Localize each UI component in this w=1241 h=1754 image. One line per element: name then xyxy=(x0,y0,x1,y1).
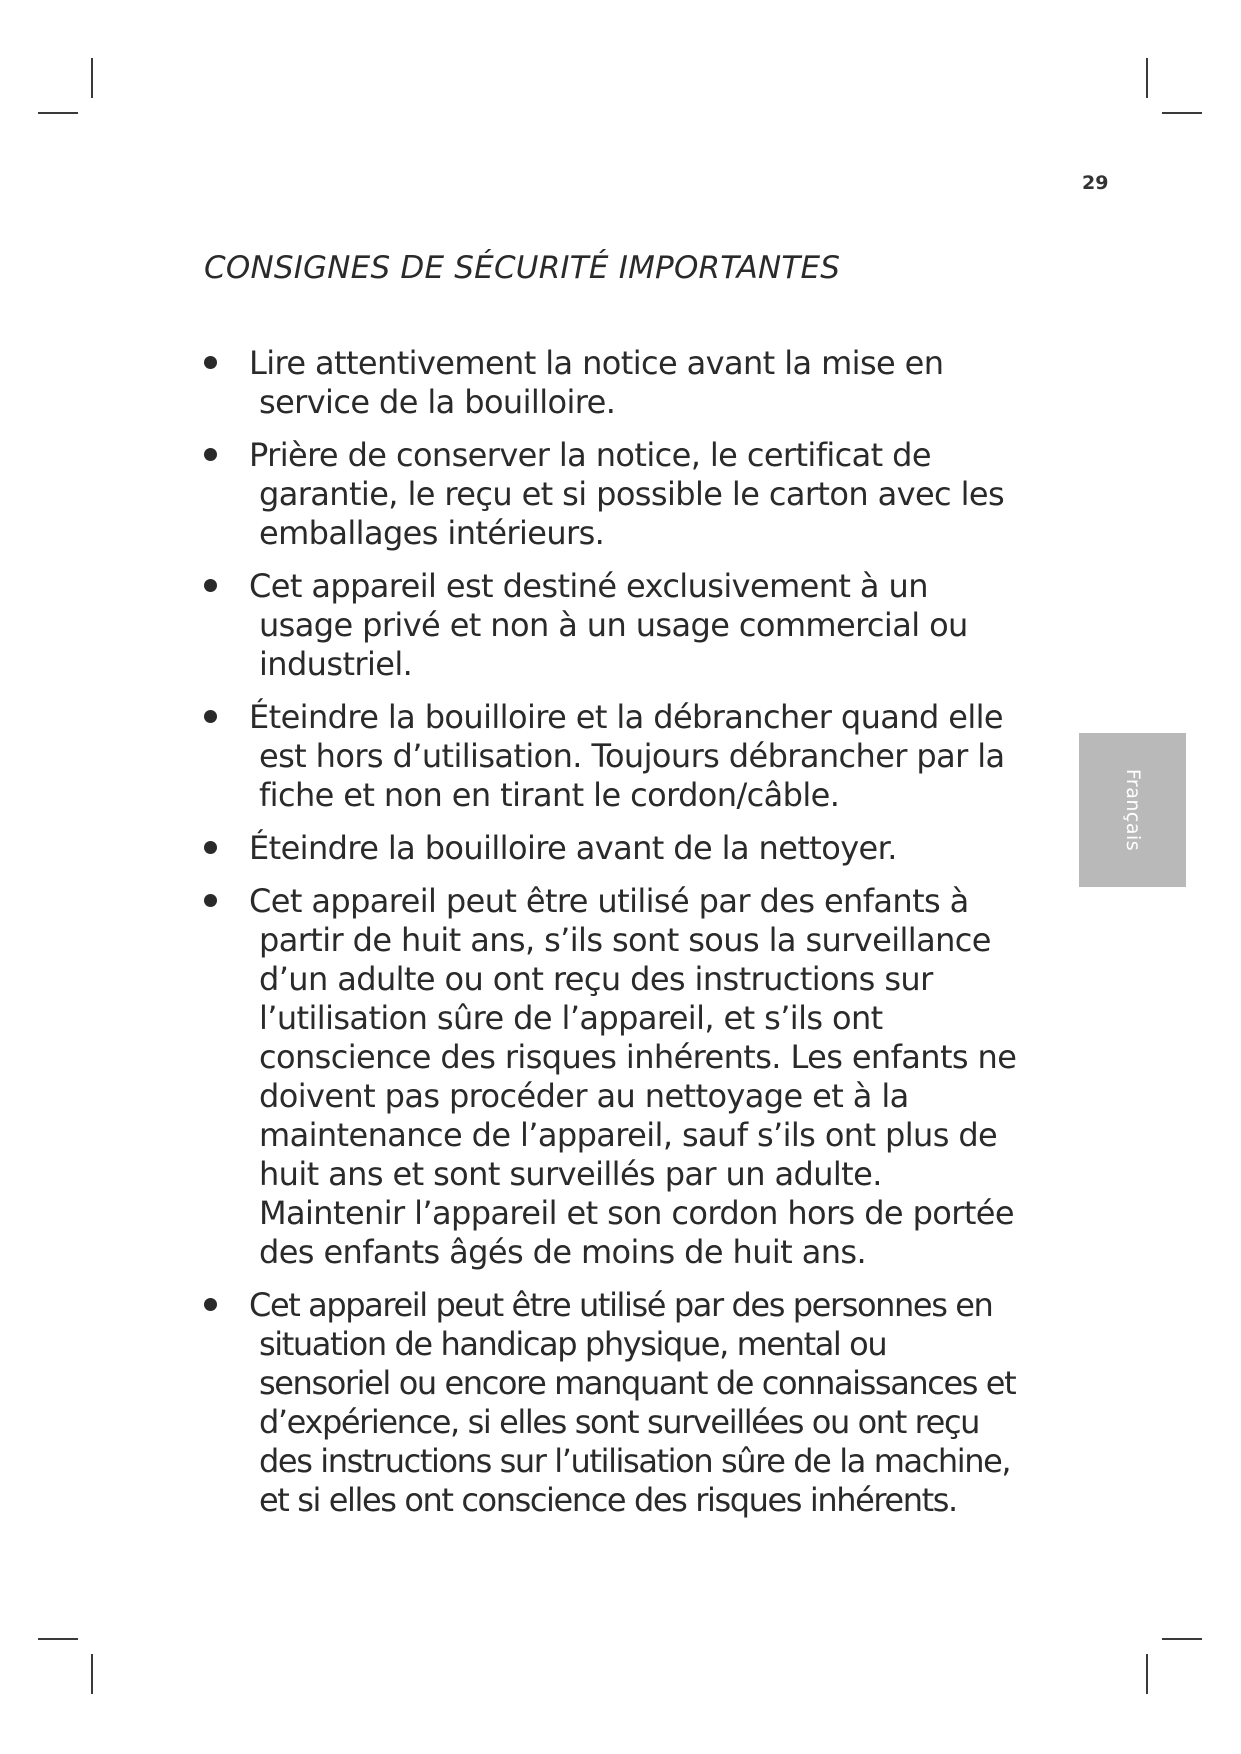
bullet-icon xyxy=(204,710,217,723)
list-item-text: Cet appareil peut être utilisé par des enfants à partir de huit ans, s’ils sont sous la surveillance d’un adulte ou ont reçu des instructions sur l’utilisation sûre de l’appareil, et s’ils ont conscience des risques inhérents. Les enfants ne doivent pas procéder au nettoyage et à la maintenance de l’appareil, sauf s’ils ont plus de huit ans et sont surveillés par un adulte. Maintenir l’appareil et son cordon hors de portée des enfants âgés de moins de huit ans. xyxy=(249,882,1017,1271)
crop-mark-top-right-vertical xyxy=(1146,58,1148,98)
page-title: CONSIGNES DE SÉCURITÉ IMPORTANTES xyxy=(204,250,841,286)
list-item-text: Éteindre la bouilloire avant de la nettoyer. xyxy=(249,829,897,867)
list-item-text: Prière de conserver la notice, le certificat de garantie, le reçu et si possible le carton avec les emballages intérieurs. xyxy=(249,436,1005,552)
list-item-text: Éteindre la bouilloire et la débrancher quand elle est hors d’utilisation. Toujours débrancher par la fiche et non en tirant le cordon/câble. xyxy=(249,698,1005,814)
bullet-icon xyxy=(204,841,217,854)
list-item xyxy=(204,1286,1024,1520)
bullet-icon xyxy=(204,579,217,592)
list-item-text: Cet appareil est destiné exclusivement à un usage privé et non à un usage commercial ou industriel. xyxy=(249,567,968,683)
list-item xyxy=(204,698,1024,815)
list-item xyxy=(204,567,1024,684)
crop-mark-bottom-right-horizontal xyxy=(1162,1638,1202,1640)
list-item xyxy=(204,436,1024,553)
crop-mark-bottom-right-vertical xyxy=(1146,1654,1148,1694)
safety-instructions-list xyxy=(204,344,1024,1534)
list-item-text: Lire attentivement la notice avant la mise en service de la bouilloire. xyxy=(249,344,944,421)
list-item xyxy=(204,882,1024,1272)
bullet-icon xyxy=(204,448,217,461)
list-item xyxy=(204,829,1024,868)
crop-mark-bottom-left-horizontal xyxy=(38,1638,78,1640)
bullet-icon xyxy=(204,356,217,369)
language-tab xyxy=(1079,733,1186,887)
list-item xyxy=(204,344,1024,422)
bullet-icon xyxy=(204,894,217,907)
crop-mark-top-left-vertical xyxy=(91,58,93,98)
bullet-icon xyxy=(204,1298,217,1311)
crop-mark-top-right-horizontal xyxy=(1162,112,1202,114)
language-tab-label: Français xyxy=(1121,768,1144,852)
list-item-text: Cet appareil peut être utilisé par des personnes en situation de handicap physique, mental ou sensoriel ou encore manquant de connaissances et d’expérience, si elles sont surveillées ou ont reçu des instructions sur l’utilisation sûre de la machine, et si elles ont conscience des risques inhérents. xyxy=(249,1286,1016,1519)
crop-mark-top-left-horizontal xyxy=(38,112,78,114)
crop-mark-bottom-left-vertical xyxy=(91,1654,93,1694)
page-number: 29 xyxy=(1082,172,1109,194)
